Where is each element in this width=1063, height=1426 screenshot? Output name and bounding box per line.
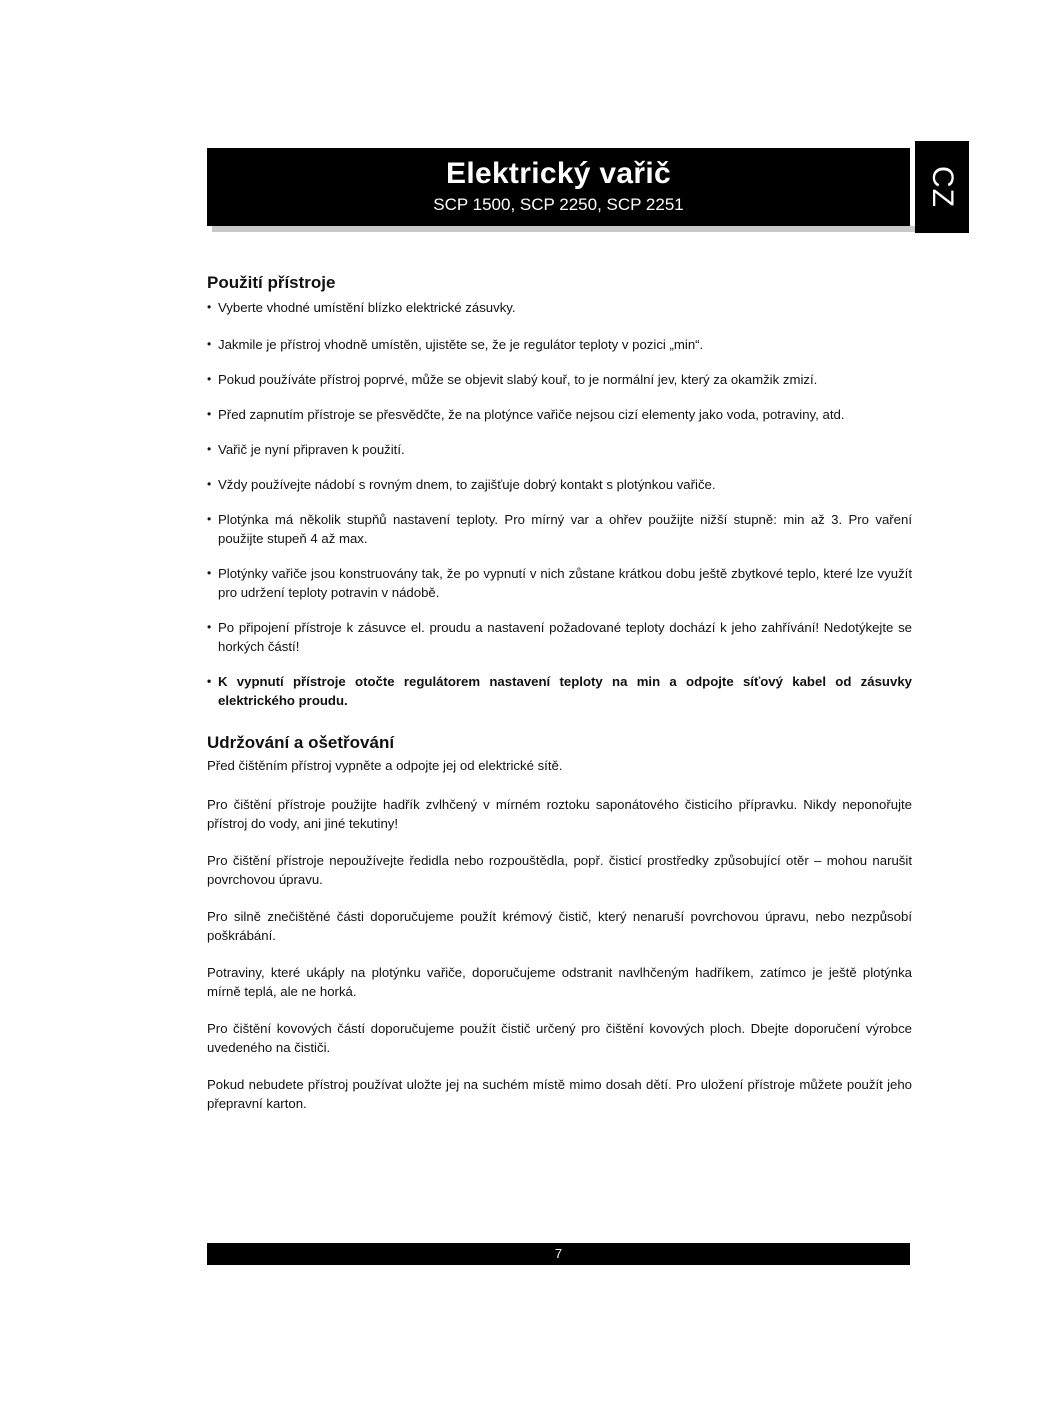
document-header-banner [207, 148, 910, 226]
section-title-usage: Použití přístroje [207, 273, 336, 292]
language-tab-label: CZ [926, 166, 959, 208]
list-item: • Vždy používejte nádobí s rovným dnem, to zajišťuje dobrý kontakt s plotýnkou vařiče. [207, 475, 912, 494]
page-number: 7 [554, 1246, 563, 1261]
list-item: • K vypnutí přístroje otočte regulátorem nastavení teploty na min a odpojte síťový kabel od zásuvky elektrického proudu. [207, 672, 912, 710]
list-item: • Plotýnka má několik stupňů nastavení teploty. Pro mírný var a ohřev použijte nižší stupně: min až 3. Pro vaření použijte stupeň 4 až max. [207, 510, 912, 548]
language-tab [915, 141, 969, 233]
paragraph: Před čištěním přístroj vypněte a odpojte jej od elektrické sítě. [207, 758, 563, 773]
usage-bullet-list [207, 298, 912, 710]
paragraph: Potraviny, které ukáply na plotýnku vařiče, doporučujeme odstranit navlhčeným hadříkem, zatímco je ještě plotýnka mírně teplá, ale ne horká. [207, 965, 912, 999]
paragraph: Pro čištění přístroje použijte hadřík zvlhčený v mírném roztoku saponátového čisticího přípravku. Nikdy neponořujte přístroj do vody, ani jiné tekutiny! [207, 797, 912, 831]
list-item: • Jakmile je přístroj vhodně umístěn, ujistěte se, že je regulátor teploty v pozici „min“. [207, 335, 912, 354]
header-shadow [212, 226, 915, 232]
document-content [207, 272, 912, 1131]
list-item: • Pokud používáte přístroj poprvé, může se objevit slabý kouř, to je normální jev, který za okamžik zmizí. [207, 370, 912, 389]
paragraph: Pro čištění přístroje nepoužívejte ředidla nebo rozpouštědla, popř. čisticí prostředky způsobující otěr – mohou narušit povrchovou úpravu. [207, 853, 912, 887]
list-item: • Vyberte vhodné umístění blízko elektrické zásuvky. [207, 298, 912, 317]
list-item: • Před zapnutím přístroje se přesvědčte, že na plotýnce vařiče nejsou cizí elementy jako voda, potraviny, atd. [207, 405, 912, 424]
list-item: • Plotýnky vařiče jsou konstruovány tak, že po vypnutí v nich zůstane krátkou dobu ještě zbytkové teplo, které lze využít pro udržení teploty potravin v nádobě. [207, 564, 912, 602]
footer-bar [207, 1243, 910, 1265]
list-item: • Vařič je nyní připraven k použití. [207, 440, 912, 459]
section-title-maintenance: Udržování a ošetřování [207, 733, 395, 752]
document-model-numbers: SCP 1500, SCP 2250, SCP 2251 [433, 195, 684, 214]
paragraph: Pro silně znečištěné části doporučujeme použít krémový čistič, který nenaruší povrchovou úpravu, nebo nezpůsobí poškrábání. [207, 909, 912, 943]
paragraph: Pro čištění kovových částí doporučujeme použít čistič určený pro čištění kovových ploch. Dbejte doporučení výrobce uvedeného na čističi. [207, 1021, 912, 1055]
paragraph: Pokud nebudete přístroj používat uložte jej na suchém místě mimo dosah dětí. Pro uložení přístroje můžete použít jeho přepravní karton. [207, 1077, 912, 1111]
list-item: • Po připojení přístroje k zásuvce el. proudu a nastavení požadované teploty dochází k jeho zahřívání! Nedotýkejte se horkých částí! [207, 618, 912, 656]
document-title: Elektrický vařič [446, 157, 671, 190]
